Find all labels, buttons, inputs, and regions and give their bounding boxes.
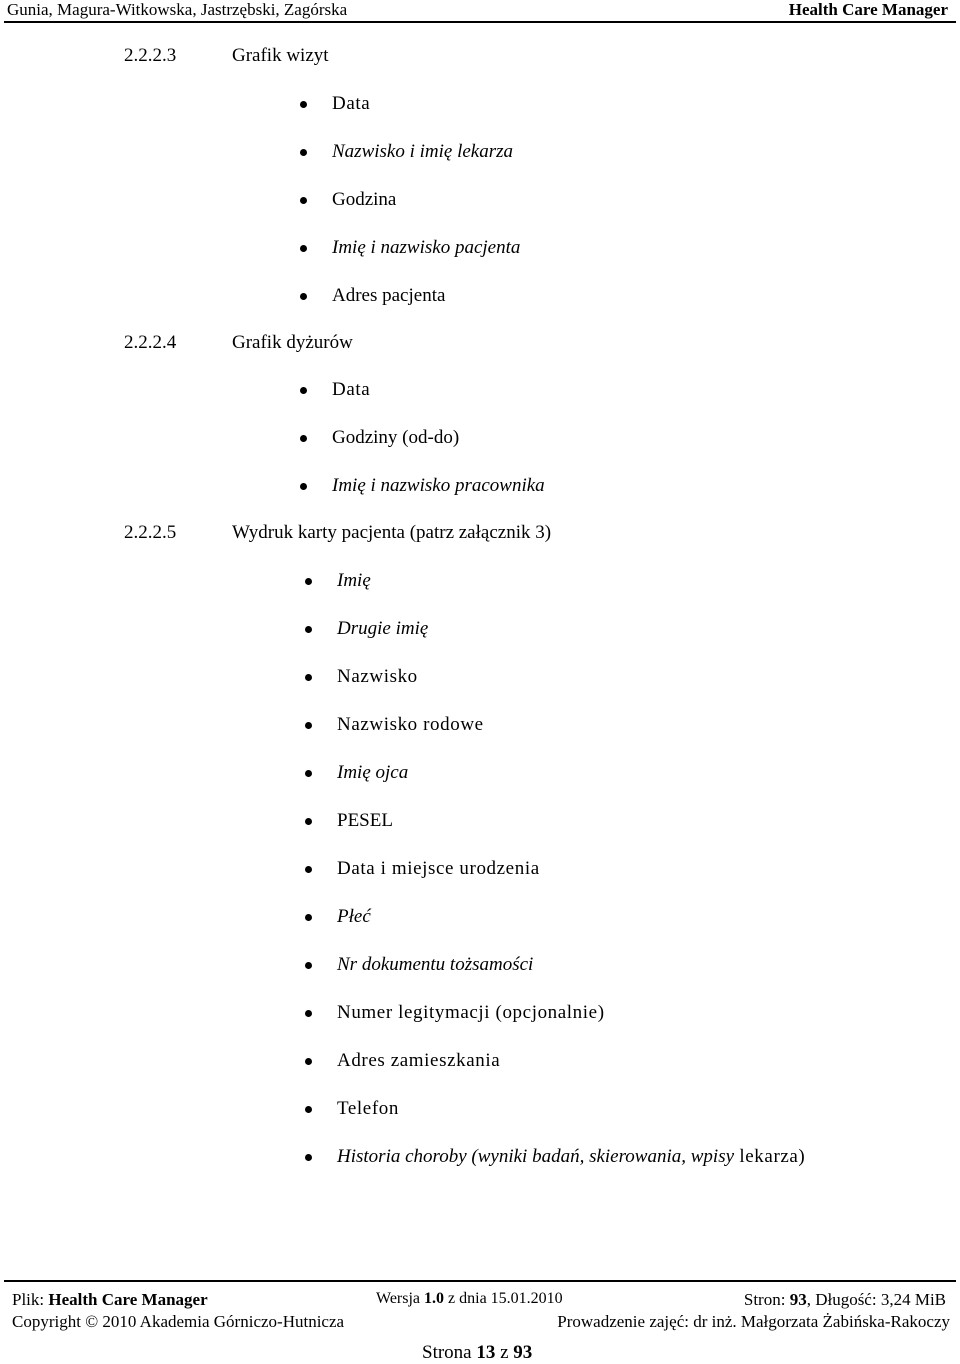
list-item: Godziny (od-do): [332, 427, 460, 448]
bullet-icon: [305, 962, 312, 969]
page-footer: [0, 1280, 960, 1361]
list-item: Imię i nazwisko pracownika: [332, 475, 545, 496]
footer-page-total: 93: [513, 1342, 533, 1363]
section-title: Grafik wizyt: [232, 45, 329, 66]
bullet-icon: [305, 1154, 312, 1161]
section-title: Grafik dyżurów: [232, 332, 353, 353]
bullet-icon: [305, 1010, 312, 1017]
bullet-icon: [300, 245, 307, 252]
footer-page-current: 13: [476, 1342, 496, 1363]
footer-page-of: z: [500, 1342, 509, 1363]
footer-version: [376, 1289, 563, 1309]
bullet-icon: [305, 722, 312, 729]
list-item: Nazwisko rodowe: [337, 714, 484, 735]
bullet-icon: [300, 483, 307, 490]
footer-file-label: Plik:: [12, 1290, 45, 1309]
footer-version-date: z dnia 15.01.2010: [448, 1290, 563, 1307]
list-item: Płeć: [337, 906, 371, 927]
bullet-icon: [305, 1058, 312, 1065]
footer-rule: [4, 1280, 956, 1282]
list-item: Data: [332, 379, 371, 400]
list-item: Adres pacjenta: [332, 285, 446, 306]
section-number: 2.2.2.5: [124, 522, 177, 543]
bullet-icon: [300, 101, 307, 108]
bullet-icon: [305, 818, 312, 825]
list-item: PESEL: [337, 810, 393, 831]
list-item: Adres zamieszkania: [337, 1050, 501, 1071]
list-item: Numer legitymacji (opcjonalnie): [337, 1002, 605, 1023]
footer-instructor: Prowadzenie zajęć: dr inż. Małgorzata Żabińska-Rakoczy: [557, 1312, 950, 1331]
section-number: 2.2.2.4: [124, 332, 177, 353]
bullet-icon: [300, 293, 307, 300]
footer-version-number: 1.0: [424, 1290, 445, 1307]
list-item: Data i miejsce urodzenia: [337, 858, 540, 879]
bullet-icon: [305, 578, 312, 585]
footer-file-name: Health Care Manager: [48, 1290, 208, 1309]
list-item: Data: [332, 93, 371, 114]
bullet-icon: [300, 197, 307, 204]
list-item: Imię i nazwisko pacjenta: [332, 237, 521, 258]
bullet-icon: [305, 1106, 312, 1113]
list-item-italic: Historia choroby (wyniki badań, skierowania, wpisy: [337, 1146, 735, 1167]
bullet-icon: [300, 149, 307, 156]
list-item-suffix: lekarza): [734, 1146, 806, 1167]
list-item: Nazwisko: [337, 666, 418, 687]
bullet-icon: [305, 674, 312, 681]
list-item: Nr dokumentu tożsamości: [337, 954, 534, 975]
section-title: Wydruk karty pacjenta (patrz załącznik 3): [232, 522, 552, 543]
header-rule: [4, 21, 956, 23]
footer-pages-count: 93: [789, 1290, 807, 1309]
header-authors: Gunia, Magura-Witkowska, Jastrzębski, Zagórska: [7, 0, 348, 19]
bullet-icon: [300, 435, 307, 442]
footer-version-label: Wersja: [376, 1290, 421, 1307]
list-item: Nazwisko i imię lekarza: [332, 141, 514, 162]
footer-pages-label: Stron:: [743, 1290, 786, 1309]
footer-page-label: Strona: [422, 1342, 472, 1363]
bullet-icon: [300, 387, 307, 394]
bullet-icon: [305, 866, 312, 873]
list-item: Telefon: [337, 1098, 399, 1119]
list-item: Drugie imię: [337, 618, 429, 639]
list-item: Imię: [337, 570, 371, 591]
list-item: Imię ojca: [337, 762, 409, 783]
footer-length: , Długość: 3,24 MiB: [806, 1290, 946, 1309]
footer-file: [12, 1290, 208, 1310]
header-title: Health Care Manager: [788, 0, 948, 19]
page-header: [0, 0, 960, 24]
footer-copyright: Copyright © 2010 Akademia Górniczo-Hutnicza: [12, 1312, 345, 1331]
list-item: [337, 1146, 805, 1168]
bullet-icon: [305, 626, 312, 633]
bullet-icon: [305, 770, 312, 777]
bullet-icon: [305, 914, 312, 921]
list-item: Godzina: [332, 189, 397, 210]
footer-pages: [744, 1290, 946, 1310]
section-number: 2.2.2.3: [124, 45, 177, 66]
